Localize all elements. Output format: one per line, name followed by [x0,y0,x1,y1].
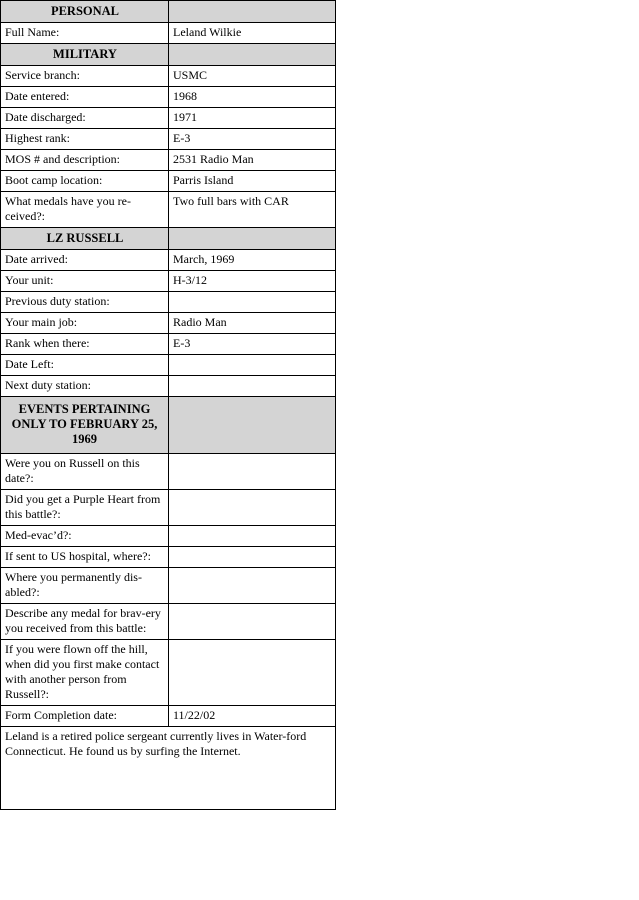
highest-rank-label: Highest rank: [1,129,169,150]
date-arrived-value: March, 1969 [169,250,336,271]
section-title: LZ RUSSELL [1,228,169,250]
service-branch-label: Service branch: [1,66,169,87]
form-row [1,568,336,604]
form-row [1,454,336,490]
medevac-value [169,526,336,547]
form-row [1,526,336,547]
veteran-form-table [0,0,336,810]
unit-label: Your unit: [1,271,169,292]
date-discharged-value: 1971 [169,108,336,129]
next-duty-value [169,376,336,397]
form-row [1,87,336,108]
on-russell-value [169,454,336,490]
date-left-label: Date Left: [1,355,169,376]
date-discharged-label: Date discharged: [1,108,169,129]
completion-date-value: 11/22/02 [169,706,336,727]
form-row [1,171,336,192]
section-header-events [1,397,336,454]
form-row [1,355,336,376]
highest-rank-value: E-3 [169,129,336,150]
form-row [1,706,336,727]
us-hospital-label: If sent to US hospital, where?: [1,547,169,568]
section-title: PERSONAL [1,1,169,23]
medevac-label: Med-evac’d?: [1,526,169,547]
form-row [1,376,336,397]
boot-camp-value: Parris Island [169,171,336,192]
date-left-value [169,355,336,376]
service-branch-value: USMC [169,66,336,87]
form-row [1,66,336,87]
form-row [1,129,336,150]
full-name-value: Leland Wilkie [169,23,336,44]
purple-heart-label: Did you get a Purple Heart from this battle?: [1,490,169,526]
form-row [1,23,336,44]
form-row [1,547,336,568]
unit-value: H-3/12 [169,271,336,292]
notes-text: Leland is a retired police sergeant currently lives in Water-ford Connecticut. He found us by surfing the Internet. [1,727,336,810]
us-hospital-value [169,547,336,568]
next-duty-label: Next duty station: [1,376,169,397]
boot-camp-label: Boot camp location: [1,171,169,192]
bravery-label: Describe any medal for brav-ery you received from this battle: [1,604,169,640]
form-row [1,334,336,355]
form-row [1,604,336,640]
completion-date-label: Form Completion date: [1,706,169,727]
section-header-personal [1,1,336,23]
notes-row [1,727,336,810]
section-title: EVENTS PERTAINING ONLY TO FEBRUARY 25, 1969 [1,397,169,454]
prev-duty-label: Previous duty station: [1,292,169,313]
section-header-military [1,44,336,66]
form-row [1,192,336,228]
mos-value: 2531 Radio Man [169,150,336,171]
form-row [1,108,336,129]
form-row [1,250,336,271]
form-row [1,271,336,292]
date-entered-value: 1968 [169,87,336,108]
form-row [1,313,336,334]
main-job-value: Radio Man [169,313,336,334]
disabled-value [169,568,336,604]
on-russell-label: Were you on Russell on this date?: [1,454,169,490]
full-name-label: Full Name: [1,23,169,44]
mos-label: MOS # and description: [1,150,169,171]
form-row [1,490,336,526]
flown-off-value [169,640,336,706]
purple-heart-value [169,490,336,526]
form-row [1,640,336,706]
date-arrived-label: Date arrived: [1,250,169,271]
medals-label: What medals have you re-ceived?: [1,192,169,228]
form-row [1,150,336,171]
disabled-label: Where you permanently dis-abled?: [1,568,169,604]
date-entered-label: Date entered: [1,87,169,108]
section-title: MILITARY [1,44,169,66]
rank-value: E-3 [169,334,336,355]
form-row [1,292,336,313]
main-job-label: Your main job: [1,313,169,334]
flown-off-label: If you were flown off the hill, when did you first make contact with another person from Russell?: [1,640,169,706]
rank-label: Rank when there: [1,334,169,355]
bravery-value [169,604,336,640]
prev-duty-value [169,292,336,313]
section-header-lz-russell [1,228,336,250]
medals-value: Two full bars with CAR [169,192,336,228]
